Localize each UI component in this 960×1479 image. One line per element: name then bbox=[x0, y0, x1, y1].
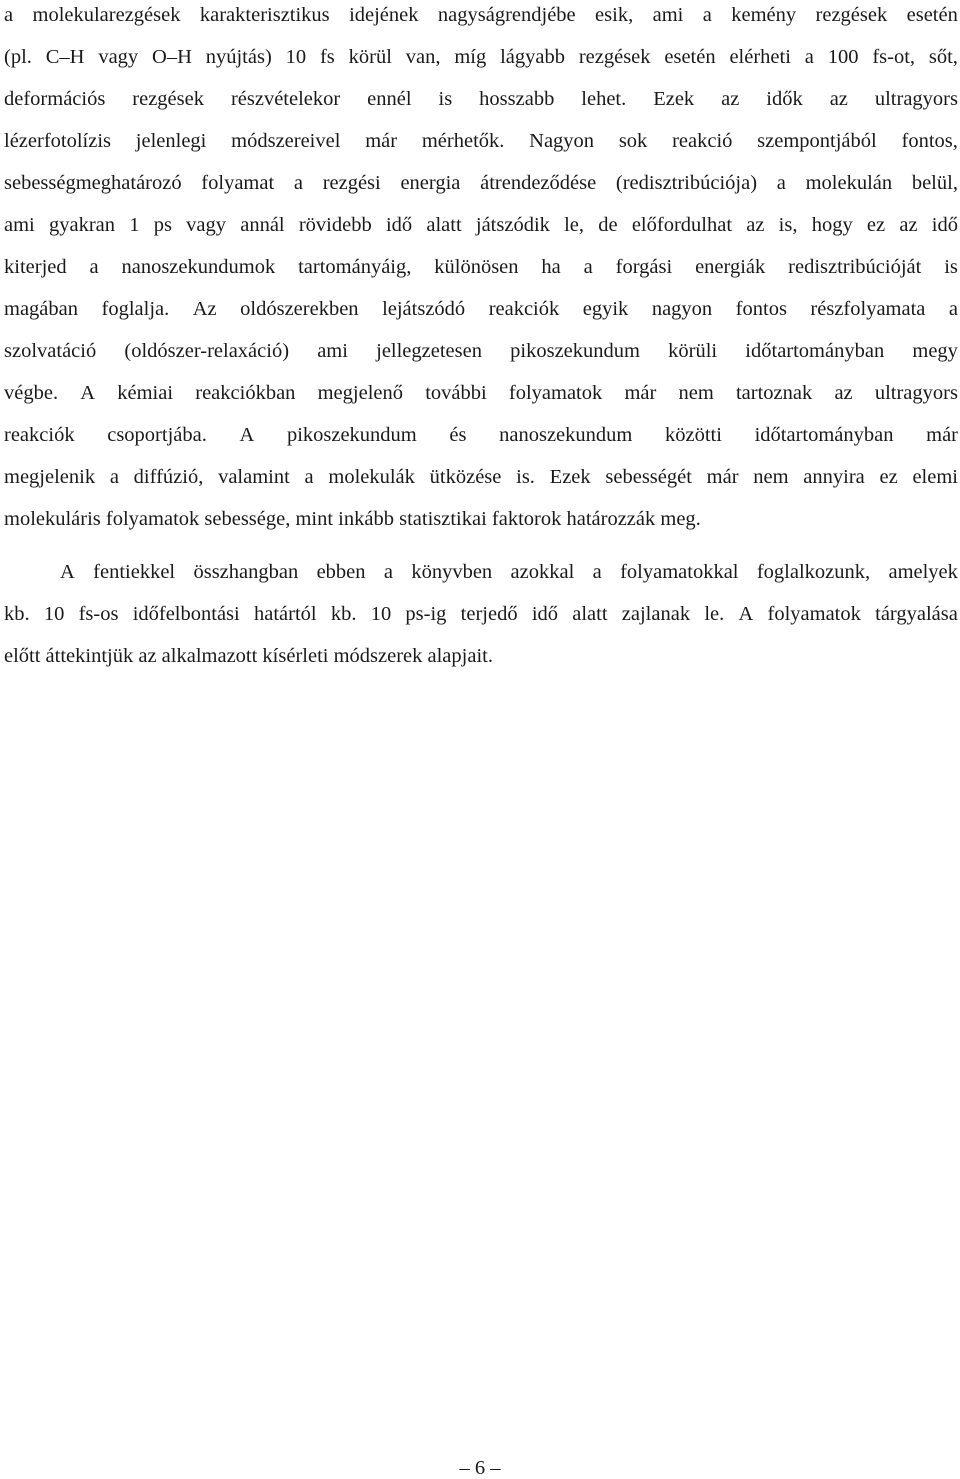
paragraph-1-line-2: (pl. C–H vagy O–H nyújtás) 10 fs körül van, míg lágyabb rezgések esetén elérheti a 100 fs-ot, sőt, bbox=[4, 46, 958, 68]
paragraph-1-line-4: lézerfotolízis jelenlegi módszereivel már mérhetők. Nagyon sok reakció szempontjából fontos, bbox=[4, 130, 958, 152]
paragraph-1-line-13: molekuláris folyamatok sebessége, mint inkább statisztikai faktorok határozzák meg. bbox=[4, 508, 701, 530]
paragraph-1-line-3: deformációs rezgések részvételekor ennél is hosszabb lehet. Ezek az idők az ultragyors bbox=[4, 88, 958, 110]
paragraph-1-line-10: végbe. A kémiai reakciókban megjelenő további folyamatok már nem tartoznak az ultragyors bbox=[4, 382, 958, 404]
paragraph-2-line-2: kb. 10 fs-os időfelbontási határtól kb. 10 ps-ig terjedő idő alatt zajlanak le. A folyamatok tárgyalása bbox=[4, 603, 958, 625]
paragraph-1-line-6: ami gyakran 1 ps vagy annál rövidebb idő alatt játszódik le, de előfordulhat az is, hogy ez az idő bbox=[4, 214, 958, 236]
paragraph-1-line-11: reakciók csoportjába. A pikoszekundum és nanoszekundum közötti időtartományban már bbox=[4, 424, 958, 446]
page-number: – 6 – bbox=[459, 1457, 501, 1479]
paragraph-1-line-5: sebességmeghatározó folyamat a rezgési energia átrendeződése (redisztribúciója) a molekulán belül, bbox=[4, 172, 958, 194]
paragraph-1-line-12: megjelenik a diffúzió, valamint a molekulák ütközése is. Ezek sebességét már nem annyira ez elemi bbox=[4, 466, 958, 488]
paragraph-1-line-7: kiterjed a nanoszekundumok tartományáig, különösen ha a forgási energiák redisztribúcióját is bbox=[4, 256, 958, 278]
paragraph-1-line-8: magában foglalja. Az oldószerekben lejátszódó reakciók egyik nagyon fontos részfolyamata a bbox=[4, 298, 958, 320]
paragraph-1-line-1: a molekularezgések karakterisztikus idejének nagyságrendjébe esik, ami a kemény rezgések esetén bbox=[4, 4, 958, 26]
paragraph-1-line-9: szolvatáció (oldószer-relaxáció) ami jellegzetesen pikoszekundum körüli időtartományban megy bbox=[4, 340, 958, 362]
paragraph-2-line-1: A fentiekkel összhangban ebben a könyvben azokkal a folyamatokkal foglalkozunk, amelyek bbox=[60, 561, 958, 583]
paragraph-2-line-3: előtt áttekintjük az alkalmazott kísérleti módszerek alapjait. bbox=[4, 645, 493, 667]
